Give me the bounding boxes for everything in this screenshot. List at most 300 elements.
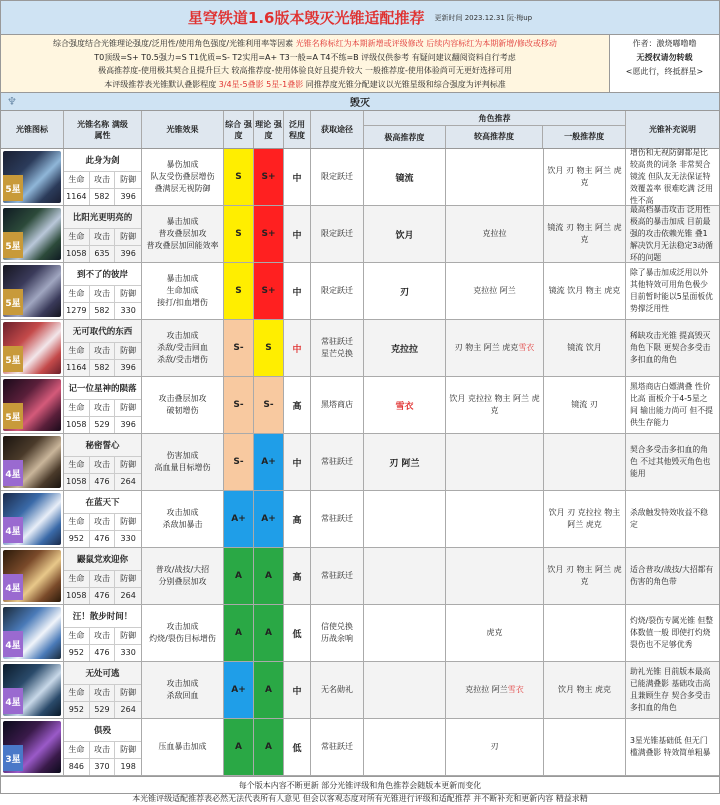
role-normal: 镜流 饮月 物主 虎克 bbox=[544, 263, 626, 319]
versatility: 低 bbox=[284, 605, 311, 661]
stat-atk: 476 bbox=[90, 588, 116, 605]
versatility: 中 bbox=[284, 263, 311, 319]
role-top: 镜流 bbox=[364, 149, 446, 205]
table-row bbox=[1, 149, 719, 206]
lightcone-art bbox=[3, 322, 61, 374]
effect-line: 攻击加成 bbox=[166, 679, 199, 688]
stat-grid bbox=[64, 171, 141, 205]
table-row bbox=[1, 491, 719, 548]
stat-label-atk: 攻击 bbox=[90, 172, 116, 189]
source-line: 常驻跃迁 bbox=[321, 457, 353, 466]
lightcone-image bbox=[1, 605, 64, 661]
page-title: 星穹铁道1.6版本毁灭光锥适配推荐 bbox=[187, 9, 425, 27]
grade-s2: A+ bbox=[254, 434, 284, 490]
footer bbox=[1, 777, 719, 805]
role-high-text: 饮月 克拉拉 物主 阿兰 虎克 bbox=[449, 394, 540, 415]
role-high-text: 虎克 bbox=[486, 628, 503, 637]
lightcone-name: 鼹鼠党欢迎你 bbox=[76, 555, 128, 565]
stat-label-def: 防御 bbox=[115, 742, 141, 759]
role-high bbox=[446, 263, 544, 319]
stat-label-def: 防御 bbox=[115, 229, 141, 246]
stat-label-hp: 生命 bbox=[64, 457, 90, 474]
intro-lines bbox=[1, 35, 609, 92]
stat-hp: 1058 bbox=[64, 588, 90, 605]
lightcone-name: 记一位星神的陨落 bbox=[68, 384, 137, 394]
lightcone-note: 灼烧/裂伤专属光锥 但整体数值一般 即使打灼烧裂伤也不足够优秀 bbox=[630, 616, 714, 649]
header-overall: 综合 强度 bbox=[224, 111, 254, 148]
lightcone-image bbox=[1, 320, 64, 376]
rarity-badge: 5星 bbox=[3, 175, 23, 201]
intro-red-note: 光锥名称标红为本期新增或评级修改 后续内容标红为本期新增/修改或移动 bbox=[295, 39, 557, 48]
header-note: 光锥补充说明 bbox=[649, 124, 696, 134]
lightcone-effect bbox=[142, 206, 224, 262]
lightcone-name-cell bbox=[64, 320, 142, 376]
role-normal: 饮月 刃 物主 阿兰 虎克 bbox=[544, 149, 626, 205]
intro-panel bbox=[1, 35, 719, 93]
table-row bbox=[1, 605, 719, 662]
stat-grid bbox=[64, 741, 141, 775]
lightcone-effect bbox=[142, 434, 224, 490]
effect-line: 伤害加成 bbox=[166, 451, 199, 460]
versatility: 高 bbox=[284, 377, 311, 433]
lightcone-art bbox=[3, 151, 61, 203]
grade-s2: A bbox=[254, 662, 284, 718]
header-role-sub bbox=[364, 126, 625, 148]
lightcone-name: 无可取代的东西 bbox=[72, 327, 133, 337]
table-row bbox=[1, 377, 719, 434]
role-top bbox=[364, 605, 446, 661]
source-line: 常驻跃迁 bbox=[321, 571, 353, 580]
lightcone-effect bbox=[142, 377, 224, 433]
lightcone-name: 无处可逃 bbox=[85, 669, 120, 679]
role-normal: 饮月 刃 物主 阿兰 虎克 bbox=[544, 548, 626, 604]
stat-def: 330 bbox=[120, 534, 136, 544]
stat-atk: 582 bbox=[90, 189, 116, 206]
lightcone-name-cell bbox=[64, 149, 142, 205]
stat-label-def: 防御 bbox=[115, 514, 141, 531]
lightcone-name: 汪！散步时间！ bbox=[72, 612, 133, 622]
effect-line: 生命加成 bbox=[166, 286, 199, 295]
header-r1: 极高推荐度 bbox=[364, 126, 446, 148]
role-normal: 镜流 刃 bbox=[544, 377, 626, 433]
versatility: 中 bbox=[284, 320, 311, 376]
grade-s2: A bbox=[254, 719, 284, 775]
stat-label-atk: 攻击 bbox=[90, 400, 116, 417]
effect-line: 攻击加成 bbox=[166, 508, 199, 517]
source-line: 黑塔商店 bbox=[321, 400, 353, 409]
grade-s1: A+ bbox=[224, 491, 254, 547]
stat-label-hp: 生命 bbox=[64, 685, 90, 702]
role-high bbox=[446, 434, 544, 490]
intro-line-3: 极高推荐度-使用极其契合且提升巨大 较高推荐度-使用体验良好且提升较大 一般推荐度-使用体验尚可无更好选择可用 bbox=[98, 66, 512, 75]
source-cell bbox=[311, 434, 364, 490]
stat-label-atk: 攻击 bbox=[90, 628, 116, 645]
lightcone-image bbox=[1, 548, 64, 604]
lightcone-note: 稀缺攻击光锥 提高毁灭角色下限 更契合多受击多扣血的角色 bbox=[630, 331, 711, 364]
source-cell bbox=[311, 491, 364, 547]
role-high bbox=[446, 320, 544, 376]
copyright-notice: 无授权请勿转载 bbox=[636, 53, 693, 62]
rarity-badge: 5星 bbox=[3, 403, 23, 429]
source-line: 星芒兑换 bbox=[321, 349, 353, 358]
role-high-text: 克拉拉 阿兰 bbox=[473, 286, 516, 295]
lightcone-art bbox=[3, 550, 61, 602]
lightcone-name-cell bbox=[64, 491, 142, 547]
role-normal bbox=[544, 719, 626, 775]
role-high bbox=[446, 491, 544, 547]
stat-hp: 1279 bbox=[64, 303, 90, 320]
table-row bbox=[1, 719, 719, 776]
stat-atk: 476 bbox=[90, 474, 116, 491]
lightcone-name-cell bbox=[64, 377, 142, 433]
lightcone-image bbox=[1, 491, 64, 547]
grade-s1: A bbox=[224, 719, 254, 775]
stat-label-atk: 攻击 bbox=[90, 514, 116, 531]
lightcone-effect bbox=[142, 719, 224, 775]
stat-hp: 1164 bbox=[64, 360, 90, 377]
role-high-text: 刃 物主 阿兰 虎克 bbox=[454, 343, 519, 352]
table-row bbox=[1, 206, 719, 263]
grade-s1: S- bbox=[224, 377, 254, 433]
stat-atk: 529 bbox=[90, 702, 116, 719]
effect-line: 叠满层无视防御 bbox=[154, 184, 211, 193]
stat-def: 330 bbox=[120, 648, 136, 658]
stat-def: 330 bbox=[120, 306, 136, 316]
effect-line: 杀敌/受击回血 bbox=[157, 343, 208, 352]
role-top bbox=[364, 719, 446, 775]
role-normal: 镜流 刃 物主 阿兰 虎克 bbox=[544, 206, 626, 262]
stat-atk: 582 bbox=[90, 360, 116, 377]
lightcone-note: 助礼光锥 目前版本最高已能满叠影 基础攻击高且兼顾生存 契合多受击多扣血的角色 bbox=[630, 667, 711, 712]
stat-label-hp: 生命 bbox=[64, 628, 90, 645]
stat-grid bbox=[64, 228, 141, 262]
lightcone-name-cell bbox=[64, 719, 142, 775]
role-high bbox=[446, 149, 544, 205]
stat-def: 198 bbox=[120, 762, 136, 772]
lightcone-name-cell bbox=[64, 662, 142, 718]
lightcone-note: 除了暴击加成泛用以外 其他特效可用角色极少 目前暂时能以5星面板优势撑泛用性 bbox=[630, 268, 713, 313]
lightcone-image bbox=[1, 662, 64, 718]
grade-s1: S bbox=[224, 263, 254, 319]
role-top: 雪衣 bbox=[364, 377, 446, 433]
header-r2: 较高推荐度 bbox=[446, 126, 544, 148]
rarity-badge: 5星 bbox=[3, 289, 23, 315]
lightcone-note: 适合普攻/战技/大招都有伤害的角色带 bbox=[630, 565, 714, 586]
rarity-badge: 4星 bbox=[3, 517, 23, 543]
stat-def: 396 bbox=[120, 249, 136, 259]
source-cell bbox=[311, 605, 364, 661]
intro-line-2: T0顶级=S+ T0.5强力=S T1优质=S- T2实用=A+ T3一般=A T4不练=B 评级仅供参考 有疑问建议翻阅资料自行考虑 bbox=[94, 52, 516, 62]
effect-line: 攻击加成 bbox=[166, 622, 199, 631]
intro-text: 同推荐度光锥分配建议以光锥星级和综合强度为评判标准 bbox=[303, 79, 506, 89]
stat-hp: 846 bbox=[64, 759, 90, 776]
grade-s2: A+ bbox=[254, 491, 284, 547]
stat-label-def: 防御 bbox=[115, 343, 141, 360]
stat-def: 264 bbox=[120, 477, 136, 487]
versatility: 低 bbox=[284, 719, 311, 775]
lightcone-effect bbox=[142, 320, 224, 376]
stat-grid bbox=[64, 456, 141, 490]
header-theory: 理论 强度 bbox=[254, 111, 284, 148]
source-line: 限定跃迁 bbox=[321, 229, 353, 238]
source-cell bbox=[311, 320, 364, 376]
table-row bbox=[1, 662, 719, 719]
table-header bbox=[1, 111, 719, 149]
intro-text: 本评级推荐表光锥默认叠影程度 bbox=[104, 79, 219, 89]
stat-label-def: 防御 bbox=[115, 457, 141, 474]
stat-hp: 1058 bbox=[64, 474, 90, 491]
grade-s2: S+ bbox=[254, 263, 284, 319]
source-line: 限定跃迁 bbox=[321, 286, 353, 295]
grade-s1: S bbox=[224, 206, 254, 262]
effect-line: 普攻/战技/大招 bbox=[155, 565, 210, 574]
stat-atk: 476 bbox=[90, 531, 116, 548]
lightcone-effect bbox=[142, 263, 224, 319]
lightcone-note: 黑塔商店白嫖满叠 性价比高 面板介于4-5星之间 输出能力尚可 但不提供生存能力 bbox=[630, 382, 713, 427]
source-cell bbox=[311, 149, 364, 205]
stat-label-atk: 攻击 bbox=[90, 457, 116, 474]
source-cell bbox=[311, 719, 364, 775]
role-top bbox=[364, 662, 446, 718]
stat-label-hp: 生命 bbox=[64, 514, 90, 531]
stat-def: 264 bbox=[120, 591, 136, 601]
stat-label-hp: 生命 bbox=[64, 229, 90, 246]
stat-atk: 529 bbox=[90, 417, 116, 434]
grade-s2: S- bbox=[254, 377, 284, 433]
lightcone-image bbox=[1, 719, 64, 775]
table-row bbox=[1, 434, 719, 491]
intro-line-1 bbox=[1, 37, 609, 51]
effect-line: 普攻叠层加攻 bbox=[158, 229, 207, 238]
role-normal bbox=[544, 605, 626, 661]
rarity-badge: 5星 bbox=[3, 346, 23, 372]
lightcone-name-cell bbox=[64, 548, 142, 604]
lightcone-note: 最高档暴击攻击 泛用性极高的暴击加成 目前最强的攻击依赖光锥 叠1解决饮月无法稳定3动循环的问题 bbox=[630, 205, 713, 262]
role-top: 克拉拉 bbox=[364, 320, 446, 376]
stat-grid bbox=[64, 399, 141, 433]
stat-def: 264 bbox=[120, 705, 136, 715]
grade-s1: A+ bbox=[224, 662, 254, 718]
lightcone-name-cell bbox=[64, 605, 142, 661]
stat-label-atk: 攻击 bbox=[90, 229, 116, 246]
stat-label-hp: 生命 bbox=[64, 571, 90, 588]
role-normal bbox=[544, 434, 626, 490]
stat-label-hp: 生命 bbox=[64, 286, 90, 303]
effect-line: 压血暴击加成 bbox=[158, 742, 207, 751]
author-box bbox=[609, 35, 719, 92]
role-top: 刃 阿兰 bbox=[364, 434, 446, 490]
effect-line: 灼烧/裂伤目标增伤 bbox=[149, 634, 216, 643]
effect-line: 杀敌加暴击 bbox=[162, 520, 203, 529]
stat-label-def: 防御 bbox=[115, 571, 141, 588]
stat-grid bbox=[64, 513, 141, 547]
role-top: 刃 bbox=[364, 263, 446, 319]
lightcone-name: 到不了的彼岸 bbox=[76, 270, 128, 280]
source-cell bbox=[311, 263, 364, 319]
author-motto: <愿此行，终抵群星> bbox=[625, 67, 704, 76]
footer-line-2: 本光锥评级适配推荐表必然无法代表所有人意见 但会以客观态度对所有光锥进行评级和适配推荐 并不断补充和更新内容 精益求精 bbox=[132, 794, 588, 803]
lightcone-art bbox=[3, 607, 61, 659]
stat-def: 396 bbox=[120, 192, 136, 202]
grade-s1: A bbox=[224, 605, 254, 661]
lightcone-effect bbox=[142, 491, 224, 547]
effect-line: 暴击加成 bbox=[166, 217, 199, 226]
table-body bbox=[1, 149, 719, 777]
intro-text: 综合强度结合光锥理论强度/泛用性/使用角色强度/光锥利用率等因素 bbox=[53, 39, 296, 48]
lightcone-art bbox=[3, 493, 61, 545]
update-time: 更新时间 2023.12.31 阮·梅up bbox=[434, 13, 533, 22]
role-high bbox=[446, 206, 544, 262]
stat-label-atk: 攻击 bbox=[90, 742, 116, 759]
effect-line: 队友受伤叠层增伤 bbox=[150, 172, 215, 181]
table-row bbox=[1, 263, 719, 320]
lightcone-name: 秘密誓心 bbox=[85, 441, 120, 451]
lightcone-effect bbox=[142, 605, 224, 661]
destruction-icon: ♆ bbox=[7, 95, 17, 108]
intro-red-note: 3/4星-5叠影 5星-1叠影 bbox=[218, 79, 304, 89]
grade-s1: S bbox=[224, 149, 254, 205]
role-high bbox=[446, 377, 544, 433]
title-bar bbox=[1, 1, 719, 35]
role-high bbox=[446, 719, 544, 775]
lightcone-image bbox=[1, 206, 64, 262]
effect-line: 普攻叠层加回能效率 bbox=[146, 241, 219, 250]
versatility: 中 bbox=[284, 149, 311, 205]
stat-label-atk: 攻击 bbox=[90, 685, 116, 702]
role-high-text: 克拉拉 阿兰 bbox=[465, 685, 508, 694]
table-row bbox=[1, 320, 719, 377]
source-line: 常驻跃迁 bbox=[321, 514, 353, 523]
footer-line-1: 每个版本内容不断更新 部分光锥评级和角色推荐会随版本更新而变化 bbox=[238, 781, 482, 790]
stat-label-def: 防御 bbox=[115, 628, 141, 645]
stat-atk: 476 bbox=[90, 645, 116, 662]
stat-label-atk: 攻击 bbox=[90, 571, 116, 588]
versatility: 高 bbox=[284, 491, 311, 547]
source-cell bbox=[311, 548, 364, 604]
source-cell bbox=[311, 662, 364, 718]
lightcone-art bbox=[3, 721, 61, 773]
role-top bbox=[364, 548, 446, 604]
source-cell bbox=[311, 377, 364, 433]
lightcone-effect bbox=[142, 548, 224, 604]
stat-grid bbox=[64, 570, 141, 604]
effect-line: 高血量目标增伤 bbox=[154, 463, 211, 472]
effect-line: 接打/扣血增伤 bbox=[157, 298, 208, 307]
effect-line: 杀敌回血 bbox=[166, 691, 199, 700]
lightcone-image bbox=[1, 434, 64, 490]
effect-line: 暴伤加成 bbox=[166, 160, 199, 169]
versatility: 中 bbox=[284, 206, 311, 262]
versatility: 中 bbox=[284, 434, 311, 490]
rarity-badge: 4星 bbox=[3, 460, 23, 486]
stat-label-def: 防御 bbox=[115, 172, 141, 189]
effect-line: 破韧增伤 bbox=[166, 406, 199, 415]
stat-hp: 1058 bbox=[64, 246, 90, 263]
grade-s2: S+ bbox=[254, 149, 284, 205]
stat-label-def: 防御 bbox=[115, 400, 141, 417]
lightcone-effect bbox=[142, 662, 224, 718]
lightcone-note: 契合多受击多扣血的角色 不过其他毁灭角色也能用 bbox=[630, 445, 711, 478]
rarity-badge: 4星 bbox=[3, 631, 23, 657]
table-row bbox=[1, 548, 719, 605]
lightcone-name-cell bbox=[64, 434, 142, 490]
stat-label-atk: 攻击 bbox=[90, 343, 116, 360]
grade-s2: A bbox=[254, 605, 284, 661]
stat-atk: 370 bbox=[90, 759, 116, 776]
lightcone-image bbox=[1, 149, 64, 205]
grade-s2: S bbox=[254, 320, 284, 376]
stat-grid bbox=[64, 342, 141, 376]
role-normal: 饮月 物主 虎克 bbox=[544, 662, 626, 718]
role-normal: 饮月 刃 克拉拉 物主 阿兰 虎克 bbox=[544, 491, 626, 547]
lightcone-image bbox=[1, 377, 64, 433]
role-high-text: 克拉拉 bbox=[482, 229, 507, 238]
lightcone-note: 3星光锥基础低 但无门槛满叠影 特效简单粗暴 bbox=[630, 736, 711, 757]
stat-grid bbox=[64, 285, 141, 319]
source-line: 常驻跃迁 bbox=[321, 337, 353, 346]
lightcone-note: 杀敌触发特效收益不稳定 bbox=[630, 508, 708, 529]
author-name: 作者：激烧嘟噜噜 bbox=[632, 39, 697, 48]
stat-def: 396 bbox=[120, 420, 136, 430]
role-top: 饮月 bbox=[364, 206, 446, 262]
stat-label-hp: 生命 bbox=[64, 400, 90, 417]
stat-label-def: 防御 bbox=[115, 685, 141, 702]
versatility: 中 bbox=[284, 662, 311, 718]
header-r3: 一般推荐度 bbox=[564, 132, 605, 141]
stat-hp: 1164 bbox=[64, 189, 90, 206]
role-high-red: 雪衣 bbox=[507, 685, 524, 694]
effect-line: 杀敌/受击增伤 bbox=[157, 355, 208, 364]
header-source: 获取途径 bbox=[311, 111, 364, 148]
stat-label-def: 防御 bbox=[115, 286, 141, 303]
role-high bbox=[446, 548, 544, 604]
grade-s2: S+ bbox=[254, 206, 284, 262]
header-versatility: 泛用 程度 bbox=[284, 111, 311, 148]
role-top bbox=[364, 491, 446, 547]
intro-line-4 bbox=[1, 78, 609, 92]
source-line: 历战余响 bbox=[321, 634, 353, 643]
role-normal: 镜流 饮月 bbox=[544, 320, 626, 376]
rarity-badge: 4星 bbox=[3, 688, 23, 714]
stat-label-hp: 生命 bbox=[64, 742, 90, 759]
stat-hp: 952 bbox=[64, 531, 90, 548]
role-high-red: 雪衣 bbox=[518, 343, 535, 352]
stat-atk: 635 bbox=[90, 246, 116, 263]
stat-hp: 1058 bbox=[64, 417, 90, 434]
header-img: 光锥图标 bbox=[1, 111, 64, 148]
stat-grid bbox=[64, 627, 141, 661]
effect-line: 分别叠层加攻 bbox=[158, 577, 207, 586]
lightcone-name: 比阳光更明亮的 bbox=[72, 213, 133, 223]
stat-hp: 952 bbox=[64, 702, 90, 719]
effect-line: 攻击加成 bbox=[166, 331, 199, 340]
lightcone-name: 俱殁 bbox=[93, 726, 111, 736]
section-banner bbox=[1, 93, 719, 111]
lightcone-art bbox=[3, 664, 61, 716]
lightcone-name: 在蓝天下 bbox=[85, 498, 120, 508]
header-name: 光锥名称 满级属性 bbox=[64, 111, 142, 148]
section-title: 毁灭 bbox=[350, 98, 370, 109]
grade-s1: S- bbox=[224, 434, 254, 490]
stat-hp: 952 bbox=[64, 645, 90, 662]
lightcone-art bbox=[3, 436, 61, 488]
stat-atk: 582 bbox=[90, 303, 116, 320]
lightcone-art bbox=[3, 208, 61, 260]
lightcone-name: 此身为剑 bbox=[85, 156, 120, 166]
header-role bbox=[364, 111, 626, 148]
lightcone-art bbox=[3, 265, 61, 317]
grade-s2: A bbox=[254, 548, 284, 604]
